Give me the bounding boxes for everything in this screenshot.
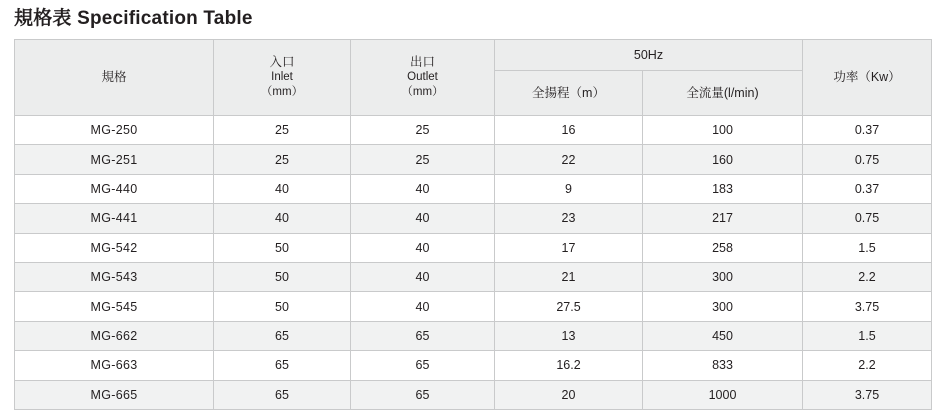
cell-spec: MG-543 xyxy=(15,262,214,291)
cell-power: 0.37 xyxy=(803,174,932,203)
table-header xyxy=(15,40,932,116)
cell-head: 16 xyxy=(495,116,643,145)
cell-inlet: 50 xyxy=(214,233,351,262)
column-header-inlet xyxy=(214,40,351,116)
cell-power: 0.75 xyxy=(803,204,932,233)
cell-flow: 300 xyxy=(643,262,803,291)
cell-head: 16.2 xyxy=(495,351,643,380)
column-header-flow: 全流量(l/min) xyxy=(643,71,803,116)
cell-power: 0.37 xyxy=(803,116,932,145)
column-header-inlet-jp: 入口 xyxy=(269,55,295,69)
cell-spec: MG-251 xyxy=(15,145,214,174)
cell-flow: 100 xyxy=(643,116,803,145)
column-header-inlet-en: Inlet xyxy=(271,71,293,83)
cell-spec: MG-545 xyxy=(15,292,214,321)
cell-spec: MG-440 xyxy=(15,174,214,203)
column-header-head: 全揚程（m） xyxy=(495,71,643,116)
cell-flow: 1000 xyxy=(643,380,803,409)
cell-power: 2.2 xyxy=(803,351,932,380)
cell-head: 23 xyxy=(495,204,643,233)
cell-flow: 160 xyxy=(643,145,803,174)
column-header-outlet-jp: 出口 xyxy=(409,55,435,69)
cell-inlet: 65 xyxy=(214,380,351,409)
table-row xyxy=(15,116,932,145)
cell-outlet: 40 xyxy=(351,204,495,233)
cell-outlet: 40 xyxy=(351,233,495,262)
table-row xyxy=(15,145,932,174)
cell-power: 2.2 xyxy=(803,262,932,291)
cell-power: 0.75 xyxy=(803,145,932,174)
cell-flow: 258 xyxy=(643,233,803,262)
cell-flow: 833 xyxy=(643,351,803,380)
cell-power: 3.75 xyxy=(803,292,932,321)
cell-inlet: 50 xyxy=(214,292,351,321)
column-header-spec: 規格 xyxy=(15,40,214,116)
cell-flow: 300 xyxy=(643,292,803,321)
cell-outlet: 65 xyxy=(351,380,495,409)
column-header-outlet xyxy=(351,40,495,116)
column-header-outlet-en: Outlet xyxy=(407,71,438,83)
cell-inlet: 40 xyxy=(214,204,351,233)
column-header-inlet-unit: （mm） xyxy=(260,86,304,98)
cell-power: 1.5 xyxy=(803,321,932,350)
cell-outlet: 65 xyxy=(351,351,495,380)
cell-outlet: 40 xyxy=(351,262,495,291)
cell-flow: 183 xyxy=(643,174,803,203)
cell-head: 22 xyxy=(495,145,643,174)
cell-outlet: 65 xyxy=(351,321,495,350)
cell-inlet: 50 xyxy=(214,262,351,291)
column-header-group-50hz: 50Hz xyxy=(495,40,803,71)
table-row xyxy=(15,262,932,291)
column-header-outlet-unit: （mm） xyxy=(401,86,444,98)
cell-outlet: 25 xyxy=(351,116,495,145)
cell-spec: MG-441 xyxy=(15,204,214,233)
cell-head: 21 xyxy=(495,262,643,291)
page-title xyxy=(14,0,931,39)
cell-head: 17 xyxy=(495,233,643,262)
table-row xyxy=(15,204,932,233)
page-title-en: Specification Table xyxy=(71,8,253,29)
cell-head: 27.5 xyxy=(495,292,643,321)
column-header-power: 功率（Kw） xyxy=(803,40,932,116)
table-row xyxy=(15,380,932,409)
cell-spec: MG-250 xyxy=(15,116,214,145)
cell-inlet: 25 xyxy=(214,145,351,174)
cell-inlet: 25 xyxy=(214,116,351,145)
table-row xyxy=(15,233,932,262)
cell-outlet: 25 xyxy=(351,145,495,174)
cell-spec: MG-665 xyxy=(15,380,214,409)
specification-table xyxy=(14,39,932,410)
cell-inlet: 40 xyxy=(214,174,351,203)
cell-head: 20 xyxy=(495,380,643,409)
cell-inlet: 65 xyxy=(214,321,351,350)
cell-spec: MG-542 xyxy=(15,233,214,262)
cell-spec: MG-662 xyxy=(15,321,214,350)
cell-inlet: 65 xyxy=(214,351,351,380)
cell-outlet: 40 xyxy=(351,292,495,321)
cell-spec: MG-663 xyxy=(15,351,214,380)
table-body xyxy=(15,116,932,410)
cell-power: 3.75 xyxy=(803,380,932,409)
cell-head: 13 xyxy=(495,321,643,350)
table-row xyxy=(15,292,932,321)
cell-flow: 450 xyxy=(643,321,803,350)
cell-flow: 217 xyxy=(643,204,803,233)
cell-outlet: 40 xyxy=(351,174,495,203)
cell-head: 9 xyxy=(495,174,643,203)
table-row xyxy=(15,351,932,380)
table-row xyxy=(15,321,932,350)
table-row xyxy=(15,174,932,203)
cell-power: 1.5 xyxy=(803,233,932,262)
page-title-jp: 規格表 xyxy=(14,8,72,29)
